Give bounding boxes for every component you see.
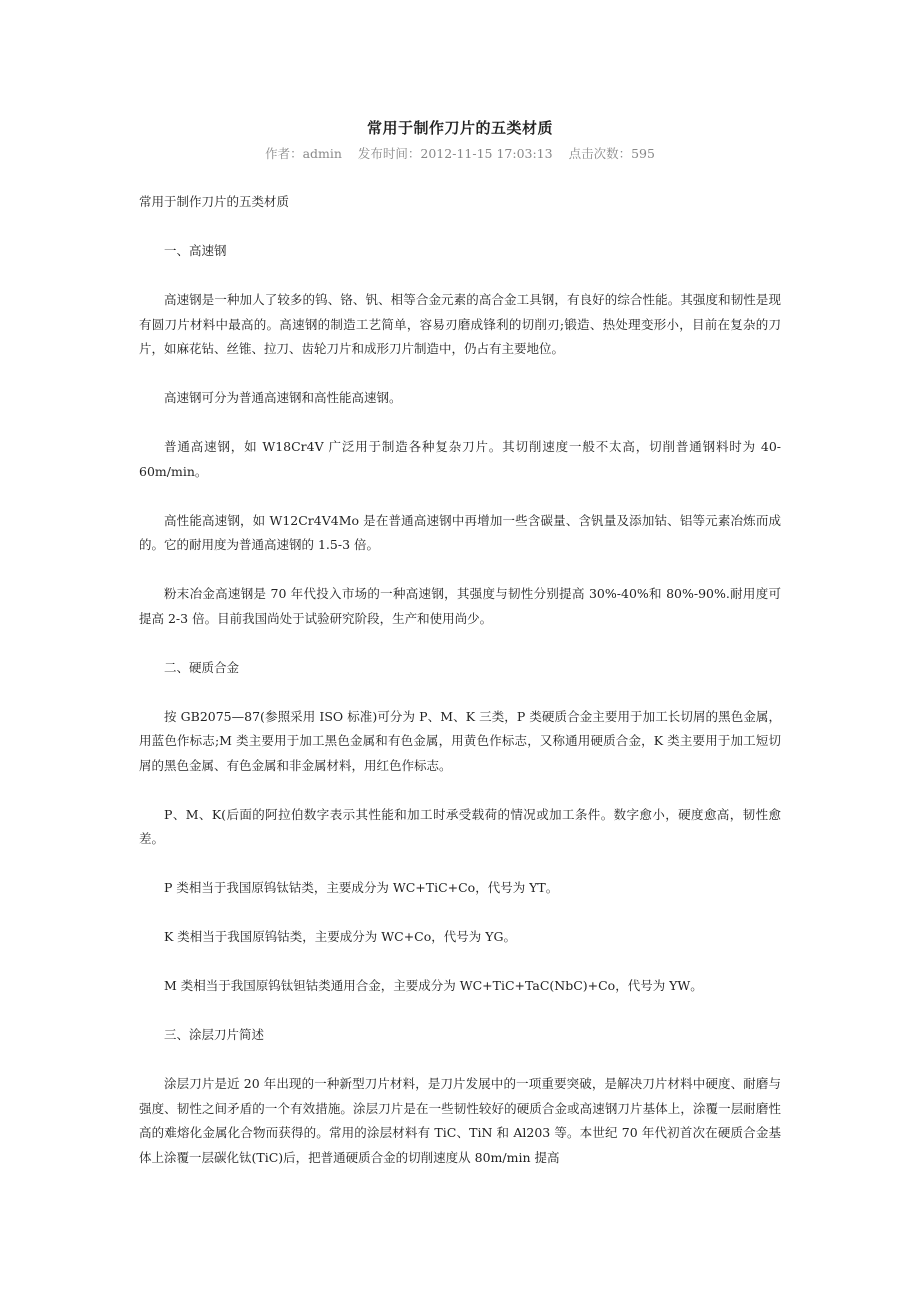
publish-time: 发布时间：2012-11-15 17:03:13 [357,146,553,161]
paragraph: 按 GB2075—87(参照采用 ISO 标准)可分为 P、M、K 三类，P 类硬质合金主要用于加工长切屑的黑色金属，用蓝色作标志;M 类主要用于加工黑色金属和有色金属，用黄色作标志，又称通用硬质合金，K 类主要用于加工短切屑的黑色金属、有色金属和非金属材料，用红色作标志。 [139,708,781,773]
paragraph: K 类相当于我国原钨钴类，主要成分为 WC+Co，代号为 YG。 [164,929,516,944]
section-heading-3: 三、涂层刀片简述 [164,1027,265,1042]
paragraph: 涂层刀片是近 20 年出现的一种新型刀片材料，是刀片发展中的一项重要突破，是解决刀片材料中硬度、耐磨与强度、韧性之间矛盾的一个有效措施。涂层刀片是在一些韧性较好的硬质合金或高速钢刀片基体上，涂覆一层耐磨性高的难熔化金属化合物而获得的。常用的涂层材料有 TiC、TiN 和 Al203 等。本世纪 70 年代初首次在硬质合金基体上涂覆一层碳化钛(TiC)后，把普通硬质合金的切削速度从 80m/min 提高 [139,1076,781,1165]
paragraph: 高速钢是一种加人了较多的钨、铬、钒、相等合金元素的高合金工具钢，有良好的综合性能。其强度和韧性是现有圆刀片材料中最高的。高速钢的制造工艺简单，容易刃磨成锋利的切削刃;锻造、热处理变形小，目前在复杂的刀片，如麻花钻、丝锥、拉刀、齿轮刀片和成形刀片制造中，仍占有主要地位。 [139,292,781,356]
paragraph: 高速钢可分为普通高速钢和高性能高速钢。 [164,390,402,405]
article-meta [0,144,920,162]
paragraph: P 类相当于我国原钨钛钴类，主要成分为 WC+TiC+Co，代号为 YT。 [164,880,559,895]
author: 作者：admin [265,146,342,161]
paragraph: M 类相当于我国原钨钛钽钴类通用合金，主要成分为 WC+TiC+TaC(NbC)+Co，代号为 YW。 [164,978,703,993]
section-heading-1: 一、高速钢 [164,243,227,258]
paragraph-doc-title: 常用于制作刀片的五类材质 [139,194,290,209]
hit-count: 点击次数：595 [568,146,655,161]
paragraph: P、M、K(后面的阿拉伯数字表示其性能和加工时承受载荷的情况或加工条件。数字愈小，硬度愈高，韧性愈差。 [139,806,781,846]
paragraph: 普通高速钢，如 W18Cr4V 广泛用于制造各种复杂刀片。其切削速度一般不太高，切削普通钢料时为 40-60m/min。 [139,439,781,479]
paragraph: 粉末冶金高速钢是 70 年代投入市场的一种高速钢，其强度与韧性分别提高 30%-40%和 80%-90%.耐用度可提高 2-3 倍。目前我国尚处于试验研究阶段，生产和使用尚少。 [139,586,781,626]
article-title: 常用于制作刀片的五类材质 [366,119,553,137]
article-body [139,190,781,1195]
paragraph: 高性能高速钢，如 W12Cr4V4Mo 是在普通高速钢中再增加一些含碳量、含钒量及添加钴、铝等元素冶炼而成的。它的耐用度为普通高速钢的 1.5-3 倍。 [139,512,781,552]
section-heading-2: 二、硬质合金 [164,659,240,675]
